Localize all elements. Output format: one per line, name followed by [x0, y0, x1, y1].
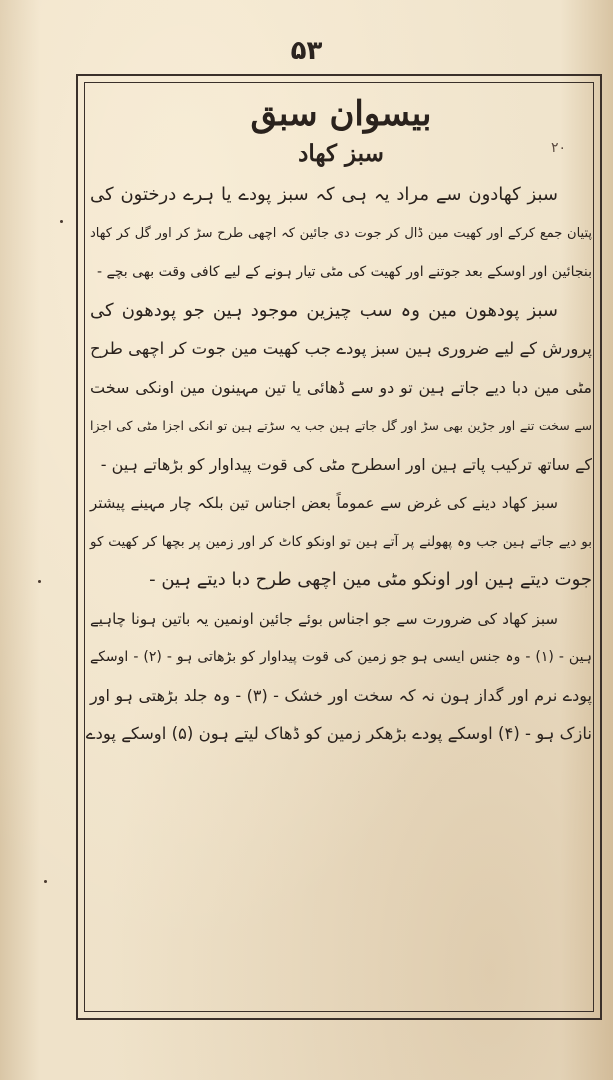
lesson-title: بیسوان سبق: [250, 94, 432, 134]
text-line: سبز کھاد دینے کی غرض سے عموماً بعض اجناس تین بلکہ چار مہینے پیشتر: [90, 494, 558, 512]
text-line: پرورش کے لیے ضروری ہین سبز پودے جب کھیت مین جوت کر اچھی طرح: [89, 339, 592, 358]
text-line: ہین - (۱) - وہ جنس ایسی ہو جو زمین کی قوت پیداوار کو بڑھاتی ہو - (۲) - اوسکے: [90, 649, 593, 665]
text-line: سبز پودھون مین وہ سب چیزین موجود ہین جو پودھون کی: [90, 299, 558, 321]
text-line: مٹی مین دبا دیے جاتے ہین تو دو سے ڈھائی یا تین مہینون مین اونکی سخت: [90, 377, 592, 397]
text-line: پودے نرم اور گداز ہون نہ کہ سخت اور خشک - (۳) - وہ جلد بڑھتی ہو اور: [90, 685, 592, 705]
paper-speck: [38, 580, 41, 583]
text-line: بو دیے جاتے ہین جب وہ پھولنے پر آتے ہین تو اونکو کاٹ کر اور زمین پر بچھا کر کھیت کو: [90, 533, 592, 550]
text-line: کے ساتھ ترکیب پاتے ہین اور اسطرح مٹی کی قوت پیداوار کو بڑھاتے ہین -: [100, 454, 592, 474]
text-line: بنجائین اور اوسکے بعد جوتنے اور کھیت کی مٹی تیار ہونے کے لیے کافی وقت بھی بچے -: [97, 264, 592, 280]
text-line: سبز کھاد کی ضرورت سے جو اجناس بوئے جائین اونمین یہ باتین ہونا چاہیے: [90, 609, 558, 628]
text-line: سے سخت تنے اور جڑین بھی سڑ اور گل جاتے ہین جب یہ سڑتے ہین تو انکی اجزا مٹی کی اجزا: [90, 418, 592, 433]
paper-speck: [60, 220, 63, 223]
paper-speck: [44, 880, 47, 883]
text-line: سبز کھادون سے مراد یہ ہی کہ سبز پودے یا ہرے درختون کی: [90, 184, 558, 205]
lesson-number-mark: ۲۰: [550, 140, 566, 156]
page-content: [86, 88, 596, 1008]
topic-title: سبز کھاد: [298, 140, 384, 167]
text-line: پتیان جمع کرکے اور کھیت مین ڈال کر جوت دی جائین کہ اچھی طرح سڑ کر اور گل کر کھاد: [90, 225, 592, 241]
text-line: نازک ہو - (۴) اوسکے پودے بڑھکر زمین کو ڈھاک لیتے ہون (۵) اوسکے پودے: [86, 724, 592, 743]
page-number: ۵۳: [290, 36, 323, 66]
body-text: [86, 176, 596, 754]
text-line: جوت دیتے ہین اور اونکو مٹی مین اچھی طرح دبا دیتے ہین -: [149, 569, 592, 590]
